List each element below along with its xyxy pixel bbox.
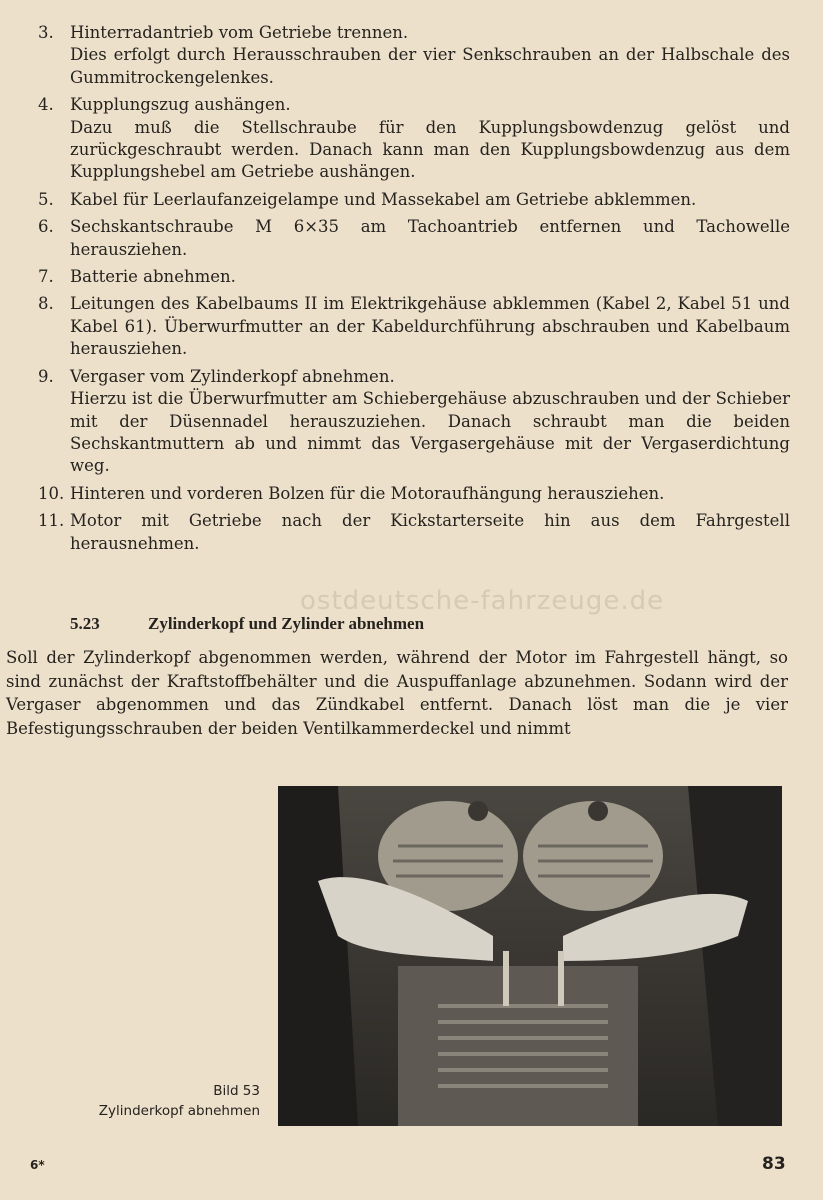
step-text: Batterie abnehmen. — [70, 267, 236, 287]
section-heading — [70, 614, 770, 634]
step-number: 3. — [38, 23, 54, 42]
step-number: 7. — [38, 267, 54, 287]
step-number: 8. — [38, 294, 54, 314]
step-text: Vergaser vom Zylinderkopf abnehmen. — [70, 366, 395, 386]
step-text: Dies erfolgt durch Herausschrauben der vier Senkschrauben an der Halbschale des Gummitrockengelenkes. — [70, 45, 790, 87]
step-item — [38, 216, 790, 261]
step-text: Kupplungszug aushängen. — [70, 95, 291, 115]
step-number: 11. — [38, 511, 65, 531]
step-number: 4. — [38, 95, 54, 115]
cylinder-head-photo — [278, 786, 782, 1126]
figure-caption — [99, 1081, 260, 1121]
figure-caption-text: Zylinderkopf abnehmen — [98, 1103, 260, 1119]
step-item — [38, 22, 790, 89]
signature-mark: 6* — [30, 1158, 45, 1172]
step-text: Hierzu ist die Überwurfmutter am Schiebergehäuse abzuschrauben und der Schieber mit der Düsennadel herauszuziehen. Danach schraubt man die beiden Sechskantmuttern ab und nimmt das Vergasergehäuse mit der Vergaserdichtung weg. — [70, 389, 790, 476]
step-text: Leitungen des Kabelbaums II im Elektrikgehäuse abklemmen (Kabel 2, Kabel 51 und Kabel 61). Überwurfmutter an der Kabeldurchführung abschrauben und Kabelbaum herausziehen. — [70, 294, 790, 359]
step-item — [38, 483, 790, 505]
step-text: Kabel für Leerlaufanzeigelampe und Massekabel am Getriebe abklemmen. — [70, 189, 697, 209]
step-item — [38, 189, 790, 211]
figure-photo — [278, 786, 782, 1126]
body-paragraph: Soll der Zylinderkopf abgenommen werden, während der Motor im Fahrgestell hängt, so sind zunächst der Kraftstoffbehälter und die Auspuffanlage abzunehmen. Sodann wird der Vergaser abgenommen und das Zündkabel entfernt. Danach löst man die je vier Befestigungsschrauben der beiden Ventilkammerdeckel und nimmt — [6, 648, 788, 738]
step-list — [38, 22, 790, 560]
step-item — [38, 510, 790, 555]
step-number: 6. — [38, 217, 54, 237]
step-number: 5. — [38, 189, 54, 209]
watermark: ostdeutsche-fahrzeuge.de — [300, 586, 665, 616]
figure-label: Bild 53 — [213, 1083, 260, 1099]
section-number: 5.23 — [70, 614, 100, 633]
step-text: Hinterradantrieb vom Getriebe trennen. — [70, 23, 409, 42]
step-text: Dazu muß die Stellschraube für den Kupplungsbowdenzug gelöst und zurückgeschraubt werden. Danach kann man den Kupplungsbowdenzug aus dem Kupplungshebel am Getriebe aushängen. — [70, 117, 790, 182]
page-number: 83 — [762, 1154, 786, 1174]
step-item — [38, 366, 790, 478]
step-number: 10. — [38, 483, 65, 503]
step-text: Sechskantschraube M 6×35 am Tachoantrieb entfernen und Tachowelle herausziehen. — [70, 217, 790, 259]
step-text: Motor mit Getriebe nach der Kickstarterseite hin aus dem Fahrgestell herausnehmen. — [70, 511, 790, 553]
step-text: Hinteren und vorderen Bolzen für die Motoraufhängung herausziehen. — [70, 483, 665, 503]
step-item — [38, 266, 790, 288]
step-number: 9. — [38, 366, 54, 386]
step-item — [38, 293, 790, 360]
section-title: Zylinderkopf und Zylinder abnehmen — [148, 614, 425, 633]
step-item — [38, 94, 790, 184]
